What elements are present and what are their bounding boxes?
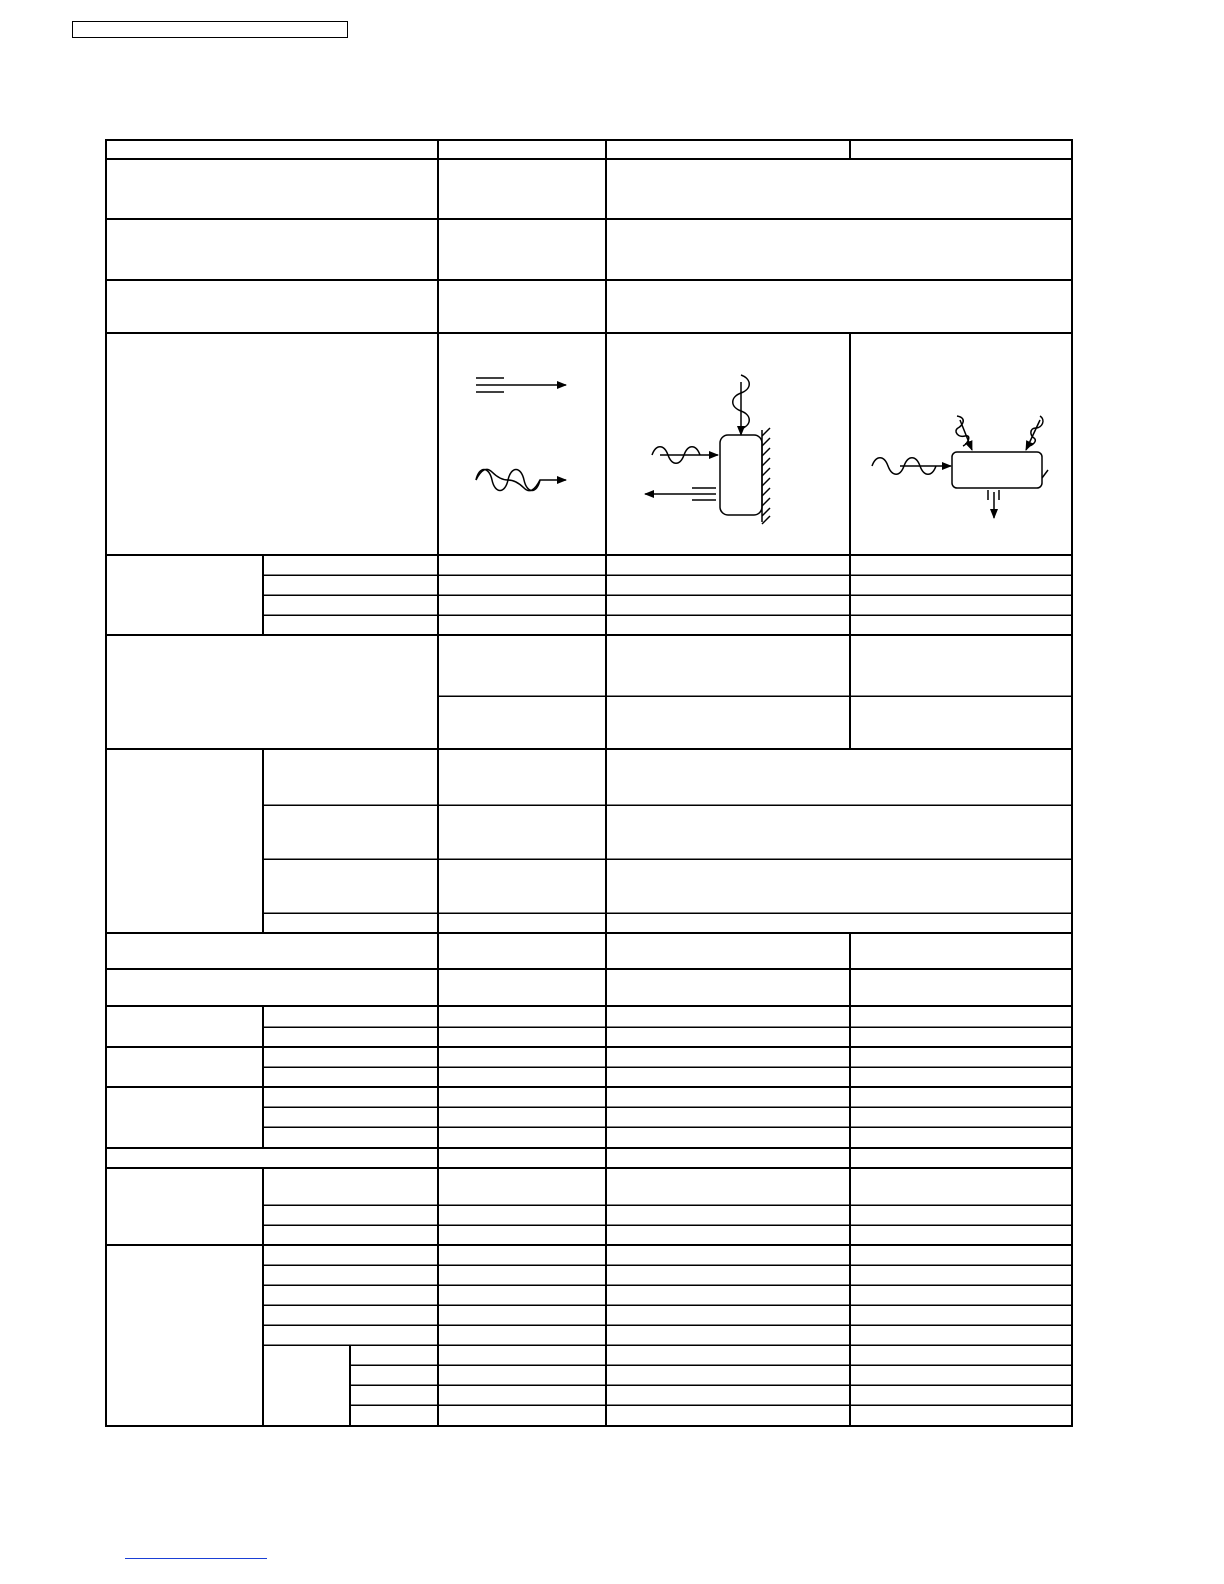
wave-arrow-icon [476,469,566,490]
downward-output-icon [988,490,999,518]
incoming-wave-icon [872,458,951,475]
component-box-horizontal [952,452,1042,488]
major-row-lines [106,159,1072,1245]
diagonal-wave-left-icon [956,416,972,450]
horizontal-wave-icon [652,447,718,464]
return-beam-icon [645,488,716,500]
component-box [720,435,762,515]
footer-link-underline[interactable] [125,1558,267,1559]
diagram-component-horizontal [872,416,1048,518]
diagonal-wave-right-icon [1026,416,1043,450]
diagram-component-wall [645,375,770,524]
sub-row-lines [263,575,1072,1405]
component-edge-mark [1042,470,1048,478]
vertical-wave-icon [733,375,750,435]
straight-beam-icon [476,378,566,392]
wall-icon [762,428,770,524]
diagram-straight-and-wave [476,378,566,491]
